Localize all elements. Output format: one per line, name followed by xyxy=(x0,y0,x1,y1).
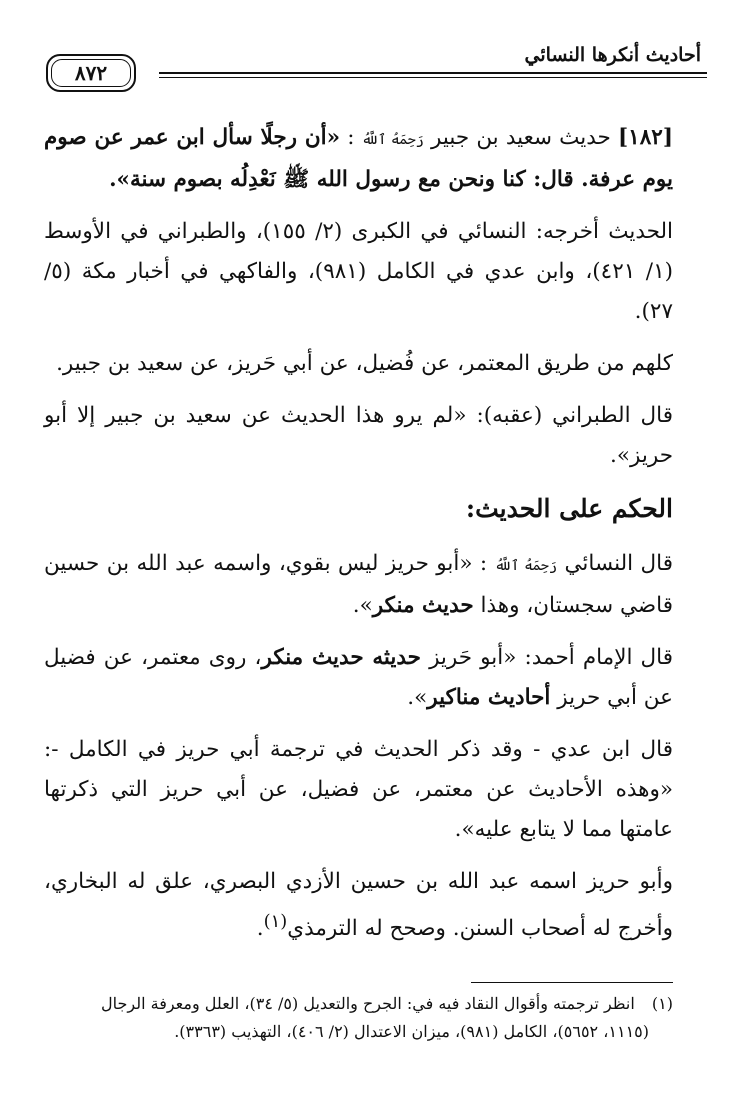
ahmad-bold-2: أحاديث مناكير xyxy=(427,685,551,710)
footnote-text-1: انظر ترجمته وأقوال النقاد فيه في: الجرح والتعديل (٥/ ٣٤)، العلل ومعرفة الرجال xyxy=(101,994,635,1013)
tabarani-paragraph: قال الطبراني (عقبه): «لم يرو هذا الحديث عن سعيد بن جبير إلا أبو حريز». xyxy=(44,403,673,468)
ahmad-middle: ، روى معتمر، عن فضيل عن أبي حريز xyxy=(44,645,673,710)
running-title: أحاديث أنكرها النسائي xyxy=(524,44,701,66)
footnote-ref: (١) xyxy=(263,911,288,932)
hadith-paragraph xyxy=(44,118,673,200)
takhrij-paragraph: الحديث أخرجه: النسائي في الكبرى (٢/ ١٥٥)، والطبراني في الأوسط (١/ ٤٢١)، وابن عدي في الكامل (٩٨١)، والفاكهي في أخبار مكة (٥/ ٢٧). xyxy=(44,219,674,324)
chain-paragraph: كلهم من طريق المعتمر، عن فُضيل، عن أبي حَريز، عن سعيد بن جبير. xyxy=(56,351,673,376)
page-body xyxy=(44,118,673,961)
nasai-end: ». xyxy=(352,593,373,618)
ahmad-prefix: قال الإمام أحمد: «أبو حَريز xyxy=(429,645,673,670)
footnotes xyxy=(44,990,673,1046)
nasai-prefix: قال النسائي xyxy=(564,551,673,576)
header-rule-bottom xyxy=(159,77,707,78)
footnote-line-1 xyxy=(44,990,673,1018)
honorific-mark: رَحِمَهُ ٱللَّهُ xyxy=(361,132,424,148)
honorific-mark: رَحِمَهُ ٱللَّهُ xyxy=(494,558,558,574)
header-rule-top xyxy=(159,72,707,74)
nasai-text: : «أبو حريز ليس بقوي، واسمه عبد الله بن حسين قاضي سجستان، وهذا xyxy=(44,551,673,618)
hadith-number: [١٨٢] xyxy=(617,125,674,150)
nasai-bold: حديث منكر xyxy=(372,593,474,618)
final-text: وأبو حريز اسمه عبد الله بن حسين الأزدي البصري، علق له البخاري، وأخرج له أصحاب السنن. وصحح له الترمذي xyxy=(44,869,673,942)
page-number-frame xyxy=(46,54,136,92)
final-end: . xyxy=(256,916,264,942)
nasai-paragraph xyxy=(44,544,673,626)
final-paragraph xyxy=(44,862,673,949)
section-heading: الحكم على الحديث: xyxy=(465,494,673,523)
footnote-divider xyxy=(471,982,673,983)
ahmad-bold-1: حديثه حديث منكر xyxy=(261,645,421,670)
footnote-marker: (١) xyxy=(651,994,673,1013)
hadith-colon: : xyxy=(347,125,355,150)
page-number: ٨٧٢ xyxy=(74,61,108,85)
page-header xyxy=(40,36,707,100)
ibn-adi-paragraph: قال ابن عدي - وقد ذكر الحديث في ترجمة أبي حريز في الكامل -: «وهذه الأحاديث عن معتمر، عن فضيل، عن أبي حريز التي ذكرتها عامتها مما لا يتابع عليه». xyxy=(44,737,673,842)
ahmad-end: ». xyxy=(407,685,428,710)
hadith-intro: حديث سعيد بن جبير xyxy=(431,125,611,150)
ahmad-paragraph xyxy=(44,638,673,718)
footnote-line-2: (١١١٥، ٥٦٥٢)، الكامل (٩٨١)، ميزان الاعتدال (٢/ ٤٠٦)، التهذيب (٣٣٦٣). xyxy=(174,1022,649,1041)
hadith-text: «أن رجلًا سأل ابن عمر عن صوم يوم عرفة. قال: كنا ونحن مع رسول الله ﷺ نَعْدِلُه بصوم سنة». xyxy=(44,125,673,192)
